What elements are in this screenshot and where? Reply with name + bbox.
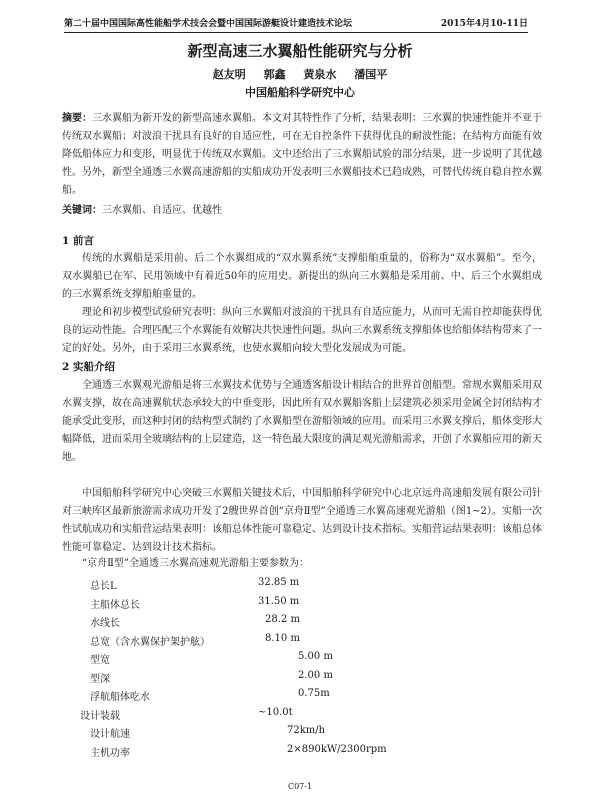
spec-value: 32.85 m [258, 577, 300, 588]
spec-label: 浮航船体吃水 [90, 692, 150, 703]
spec-label: 总长L [90, 581, 117, 592]
spec-value: 8.10 m [265, 632, 300, 644]
spec-label: 总宽（含水翼保护架护舷） [90, 636, 210, 648]
keywords [62, 202, 542, 220]
spec-value: 2×890kW/2300rpm [287, 743, 387, 755]
spec-label: 水线长 [90, 618, 120, 629]
conference-date: 2015年4月10-11日 [440, 19, 528, 29]
paragraph: 全通透三水翼观光游船是将三水翼技术优势与全通透客船设计相结合的世界首创船型。常规水翼船采用双水翼支撑，故在高速翼航状态承较大的中垂变形，因此所有双水翼船客船上层建筑必须采用金属全封闭结构才能承受此变形，而这种封闭的结构型式制约了水翼船型在游船领域的应用。而采用三水翼支撑后，船体变形大幅降低，进而采用全玻璃结构的上层建造，这一特色最大限度的满足观光游船需求，开创了水翼船应用的新天地。 [62, 380, 542, 463]
spec-label: 型深 [90, 673, 110, 685]
section-heading-ship: 2 实船介绍 [62, 361, 115, 373]
keywords-text: 三水翼船、自适应、优越性 [102, 205, 222, 216]
spec-value: ~10.0t [258, 706, 293, 718]
spec-label: 主机功率 [90, 747, 130, 759]
spec-value: 31.50 m [258, 595, 300, 607]
spec-label: 主船体总长 [90, 599, 140, 611]
abstract-text: 三水翼船为新开发的新型高速水翼船。本文对其特性作了分析，结果表明：三水翼的快速性能并不亚于传统双水翼船；对波浪干扰具有良好的自适应性，可在无自控条件下获得优良的耐波性能；在结构方面能有效降低船体应力和变形，明显优于传统双水翼船。文中还给出了三水翼船试验的部分结果，进一步说明了其优越性。另外，新型全通透三水翼高速游船的实船成功开发表明三水翼船技术已趋成熟，可替代传统自稳自控水翼船。 [62, 113, 542, 196]
page-number: C07-1 [287, 782, 313, 791]
paper-affiliation: 中国船舶科学研究中心 [245, 86, 355, 99]
section-heading-intro: 1 前言 [62, 235, 94, 247]
spec-label: 设计装载 [80, 710, 120, 722]
spec-value: 0.75m [298, 688, 330, 699]
paragraph: 传统的水翼船是采用前、后二个水翼组成的“双水翼系统”支撑船舶重量的，俗称为“双水翼船”。至今，双水翼船已在军、民用领域中有着近50年的应用史。新提出的纵向三水翼船是采用前、中、后三个水翼组成的三水翼系统支撑船舶重量的。 [62, 253, 542, 300]
conference-name: 第二十届中国国际高性能船学术技会会暨中国国际游艇设计建造技术论坛 [64, 19, 353, 29]
paragraph: 中国船舶科学研究中心突破三水翼船关键技术后，中国船舶科学研究中心北京远舟高速船发展有限公司针对三峡库区最新旅游需求成功开发了2艘世界首创“京舟Ⅱ型”全通透三水翼高速观光游船（图1~2）。实船一次性试航成功和实船营运结果表明：该船总体性能可靠稳定、达到设计技术指标。实船营运结果表明：该船总体性能可靠稳定、达到设计技术指标。 [62, 488, 542, 553]
running-header [64, 16, 528, 33]
spec-label: 型宽 [90, 655, 110, 666]
spec-value: 5.00 m [298, 651, 333, 662]
spec-value: 2.00 m [298, 669, 333, 681]
paragraph: 理论和初步模型试验研究表明：纵向三水翼船对波浪的干扰具有自适应能力，从而可无需自控却能获得优良的运动性能。合理匹配三个水翼能有效解决共快速性问题。纵向三水翼系统支撑船体也给船体结构带来了一定的好处。另外，由于采用三水翼系统，也使水翼船向较大型化发展成为可能。 [62, 307, 542, 354]
spec-label: 设计航速 [90, 729, 130, 740]
paper-title: 新型高速三水翼船性能研究与分析 [187, 42, 413, 60]
keywords-label: 关键词： [62, 205, 102, 216]
paragraph: “京舟Ⅱ型”全通透三水翼高速观光游船主要参数为： [82, 558, 310, 569]
spec-value: 28.2 m [265, 614, 300, 625]
paper-authors: 赵友明 郭鑫 黄泉水 潘国平 [212, 68, 388, 81]
spec-value: 72km/h [287, 725, 326, 736]
abstract [62, 110, 542, 200]
abstract-label: 摘要： [62, 113, 92, 124]
